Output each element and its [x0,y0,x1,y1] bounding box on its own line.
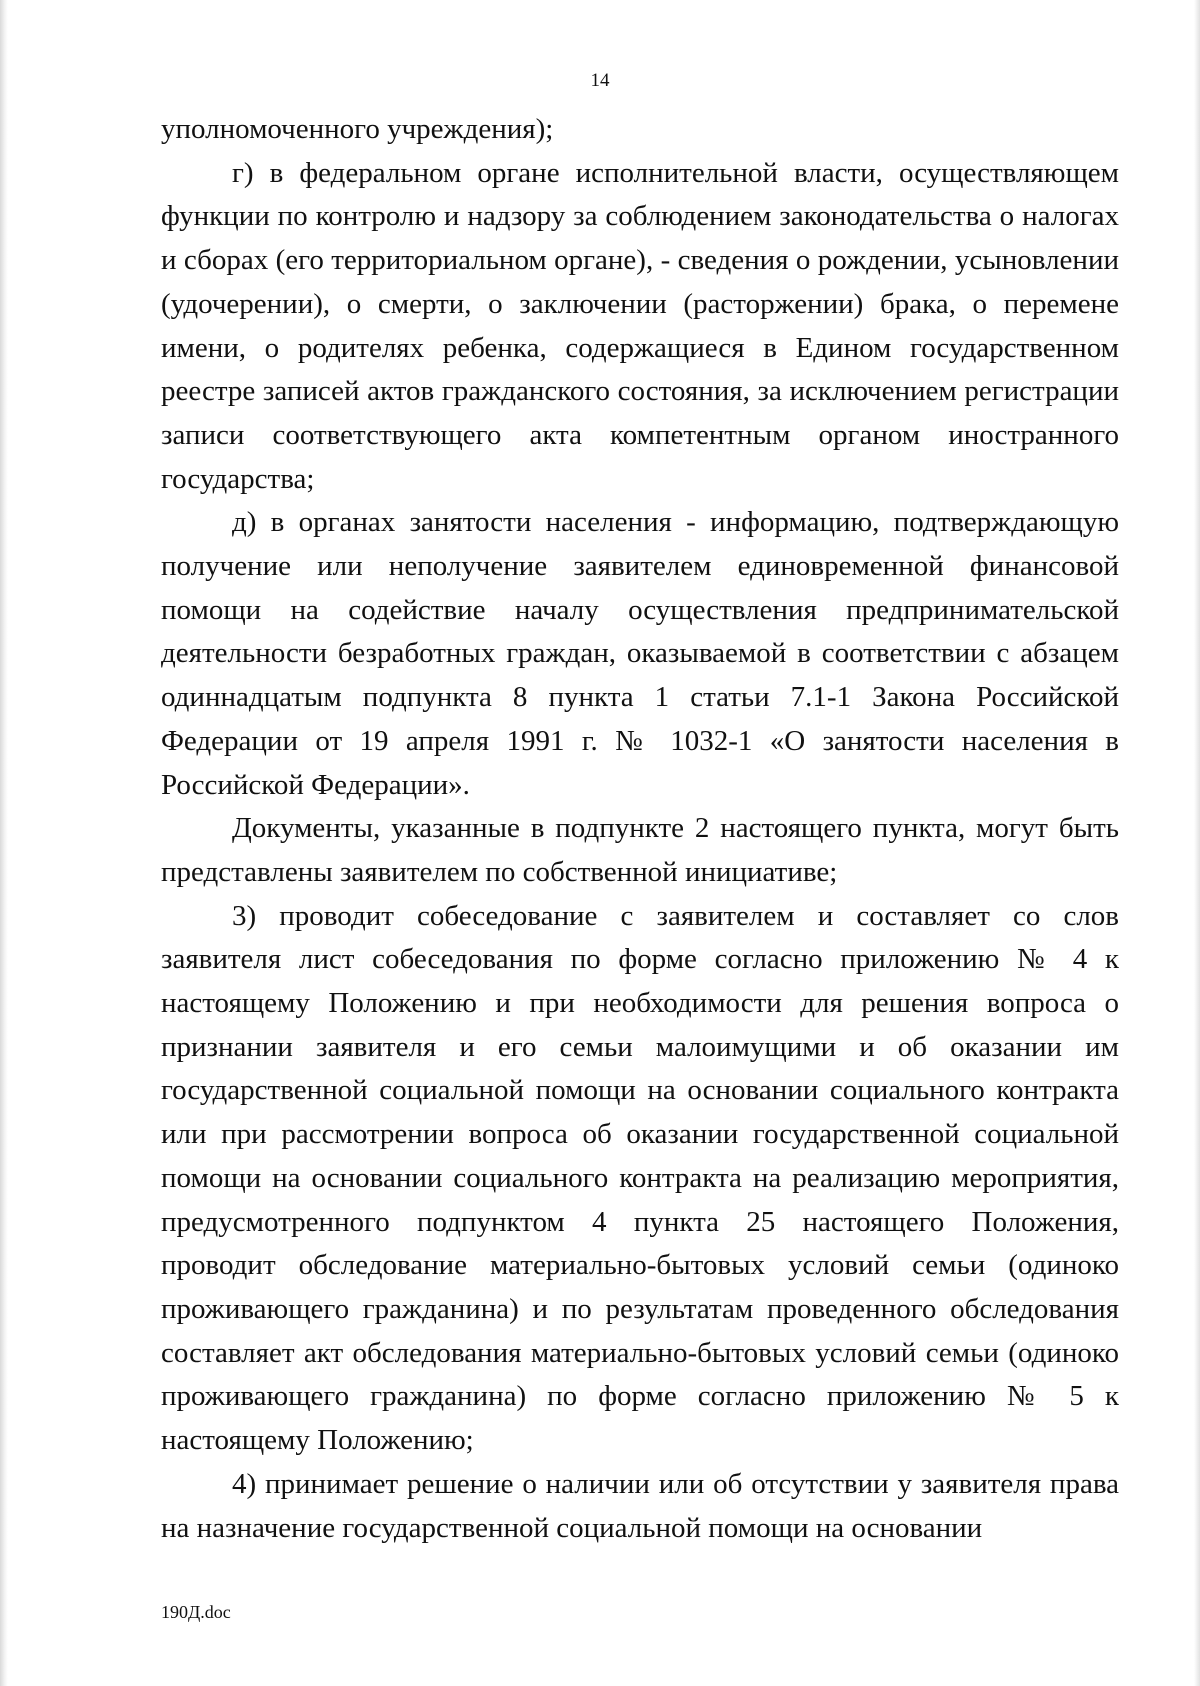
scan-edge-right [1194,0,1200,1686]
paragraph-item-4: 4) принимает решение о наличии или об отсутствии у заявителя права на назначение государственной социальной помощи на основании [161,1467,1119,1544]
paragraph-item-d: д) в органах занятости населения - информацию, подтверждающую получение или неполучение заявителем единовременной финансовой помощи на содействие началу осуществления предпринимательской деятельности безработных граждан, оказываемой в соответствии с абзацем одиннадцатым подпункта 8 пункта 1 статьи 7.1-1 Закона Российской Федерации от 19 апреля 1991 г. № 1032-1 «О занятости населения в Российской Федерации». [161,506,1119,801]
page-number: 14 [590,70,610,91]
body-text [161,108,1119,1550]
paragraph-item-3: 3) проводит собеседование с заявителем и составляет со слов заявителя лист собеседования по форме согласно приложению № 4 к настоящему Положению и при необходимости для решения вопроса о признании заявителя и его семьи малоимущими и об оказании им государственной социальной помощи на основании социального контракта или при рассмотрении вопроса об оказании государственной социальной помощи на основании социального контракта на реализацию мероприятия, предусмотренного подпунктом 4 пункта 25 настоящего Положения, проводит обследование материально-бытовых условий семьи (одиноко проживающего гражданина) и по результатам проведенного обследования составляет акт обследования материально-бытовых условий семьи (одиноко проживающего гражданина) по форме согласно приложению № 5 к настоящему Положению; [161,899,1119,1457]
footer-filename: 190Д.doc [161,1602,231,1622]
paragraph-documents-note: Документы, указанные в подпункте 2 настоящего пункта, могут быть представлены заявителем по собственной инициативе; [161,812,1119,888]
paragraph-item-g: г) в федеральном органе исполнительной власти, осуществляющем функции по контролю и надзору за соблюдением законодательства о налогах и сборах (его территориальном органе), - сведения о рождении, усыновлении (удочерении), о смерти, о заключении (расторжении) брака, о перемене имени, о родителях ребенка, содержащиеся в Едином государственном реестре записей актов гражданского состояния, за исключением регистрации записи соответствующего акта компетентным органом иностранного государства; [161,156,1119,495]
scan-edge-left [0,0,8,1686]
paragraph-continuation: уполномоченного учреждения); [161,113,554,145]
